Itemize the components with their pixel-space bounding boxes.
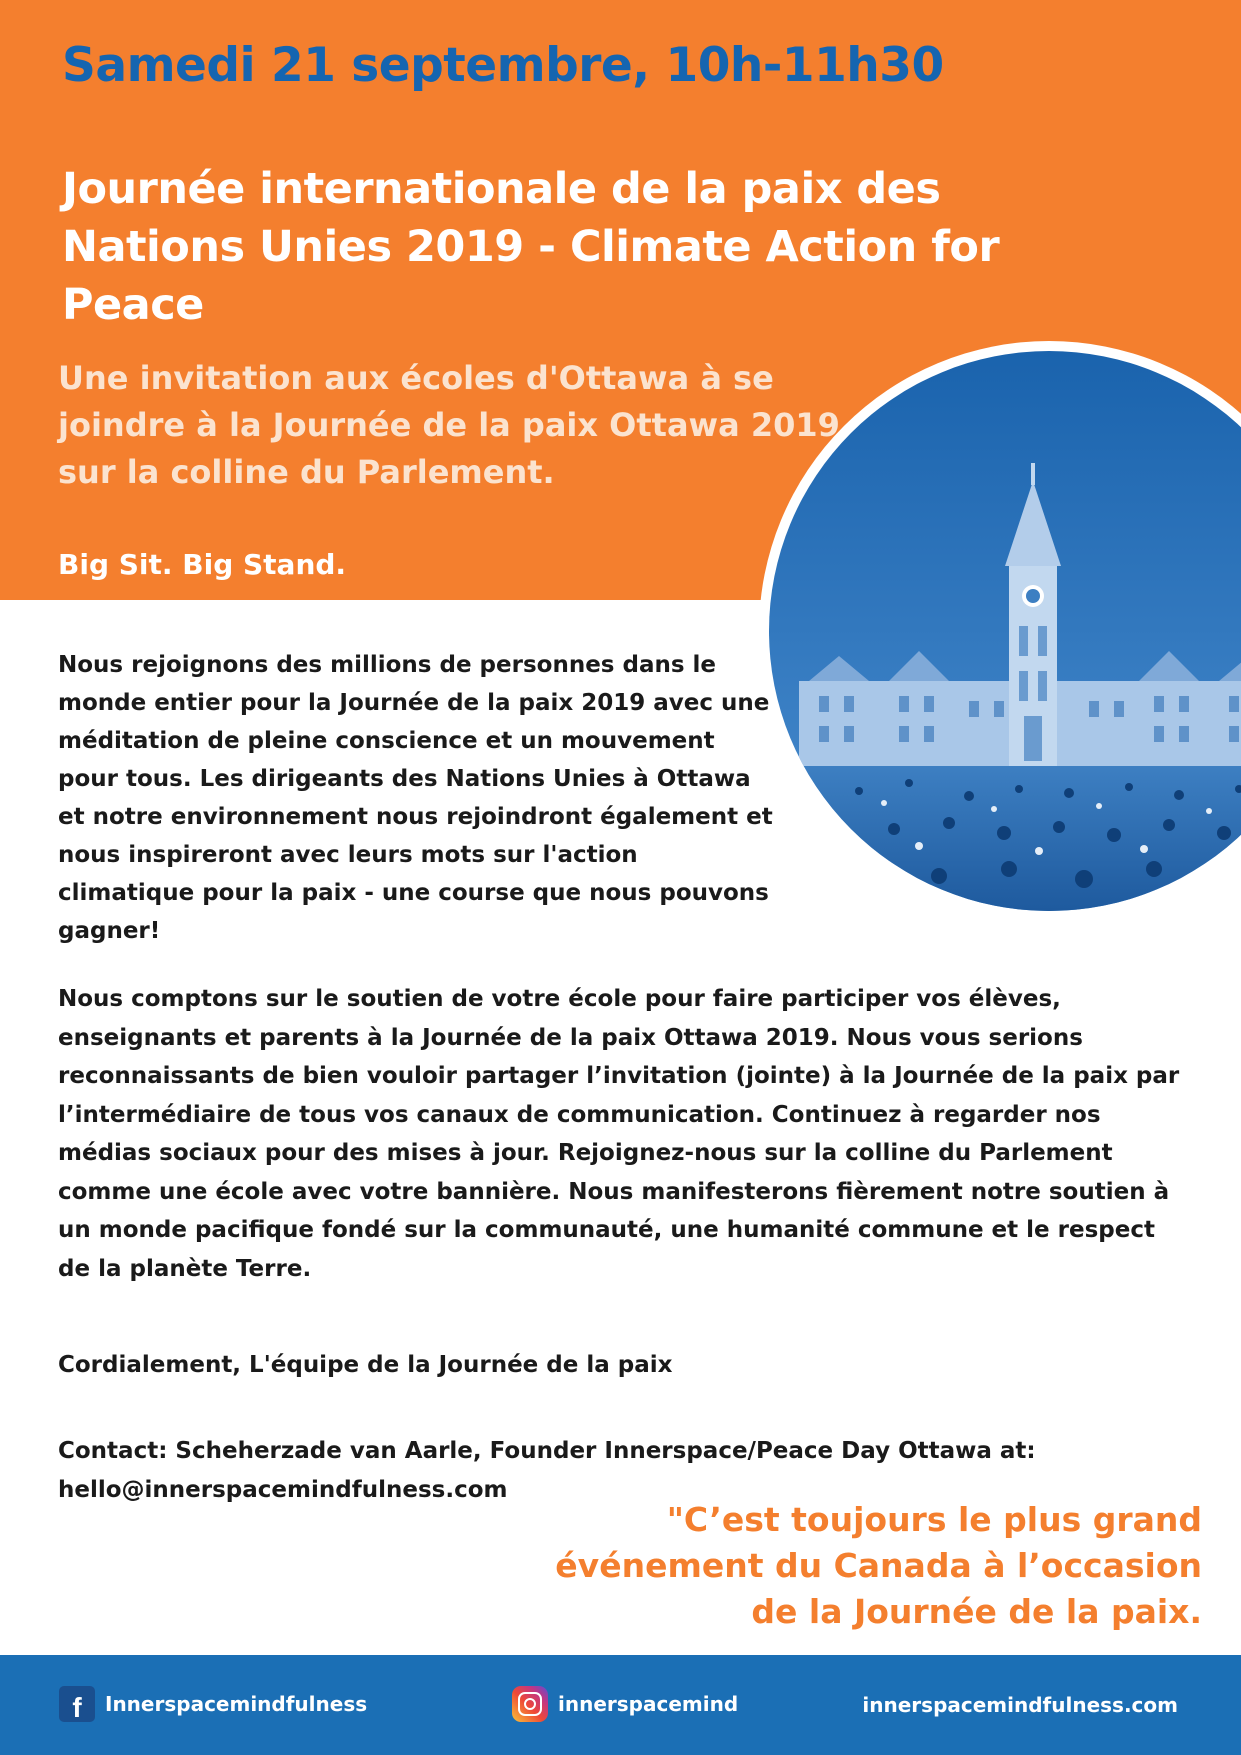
closing-line: Cordialement, L'équipe de la Journée de la paix <box>58 1352 673 1378</box>
contact-line: Contact: Scheherzade van Aarle, Founder Innerspace/Peace Day Ottawa at: <box>58 1438 1036 1464</box>
tagline: Big Sit. Big Stand. <box>58 548 347 581</box>
page-title: Journée internationale de la paix des Nations Unies 2019 - Climate Action for Peace <box>62 164 1000 330</box>
quote-line-2: événement du Canada à l’occasion <box>555 1546 1202 1585</box>
facebook-icon: f <box>59 1686 95 1722</box>
parliament-hill-photo <box>759 341 1241 921</box>
body-paragraph-1: Nous rejoignons des millions de personnes dans le monde entier pour la Journée de la paix 2019 avec une méditation de pleine conscience et un mouvement pour tous. Les dirigeants des Nations Unies à Ottawa et notre environnement nous rejoindront également et nous inspireront avec leurs mots sur l'action climatique pour la paix - une course que nous pouvons gagner! <box>58 652 773 944</box>
facebook-link[interactable] <box>59 1684 367 1724</box>
invitation-subtitle: Une invitation aux écoles d'Ottawa à se joindre à la Journée de la paix Ottawa 2019 sur la colline du Parlement. <box>58 359 840 491</box>
instagram-icon <box>512 1686 548 1722</box>
body-paragraph-2: Nous comptons sur le soutien de votre école pour faire participer vos élèves, enseignants et parents à la Journée de la paix Ottawa 2019. Nous vous serions reconnaissants de bien vouloir partager l’invitation (jointe) à la Journée de la paix par l’intermédiaire de tous vos canaux de communication. Continuez à regarder nos médias sociaux pour des mises à jour. Rejoignez-nous sur la colline du Parlement comme une école avec votre bannière. Nous manifesterons fièrement notre soutien à un monde pacifique fondé sur la communauté, une humanité commune et le respect de la planète Terre. <box>58 986 1180 1282</box>
parliament-photo-graphic <box>769 351 1241 911</box>
quote-line-1: "C’est toujours le plus grand <box>666 1500 1202 1539</box>
website-link[interactable]: innerspacemindfulness.com <box>862 1693 1178 1717</box>
instagram-link[interactable] <box>512 1684 738 1724</box>
event-date: Samedi 21 septembre, 10h-11h30 <box>62 38 944 93</box>
instagram-handle: innerspacemind <box>558 1692 739 1716</box>
pull-quote <box>482 1497 1202 1635</box>
quote-line-3: de la Journée de la paix. <box>751 1592 1202 1631</box>
contact-email[interactable]: hello@innerspacemindfulness.com <box>58 1476 508 1503</box>
facebook-handle: Innerspacemindfulness <box>105 1692 368 1716</box>
